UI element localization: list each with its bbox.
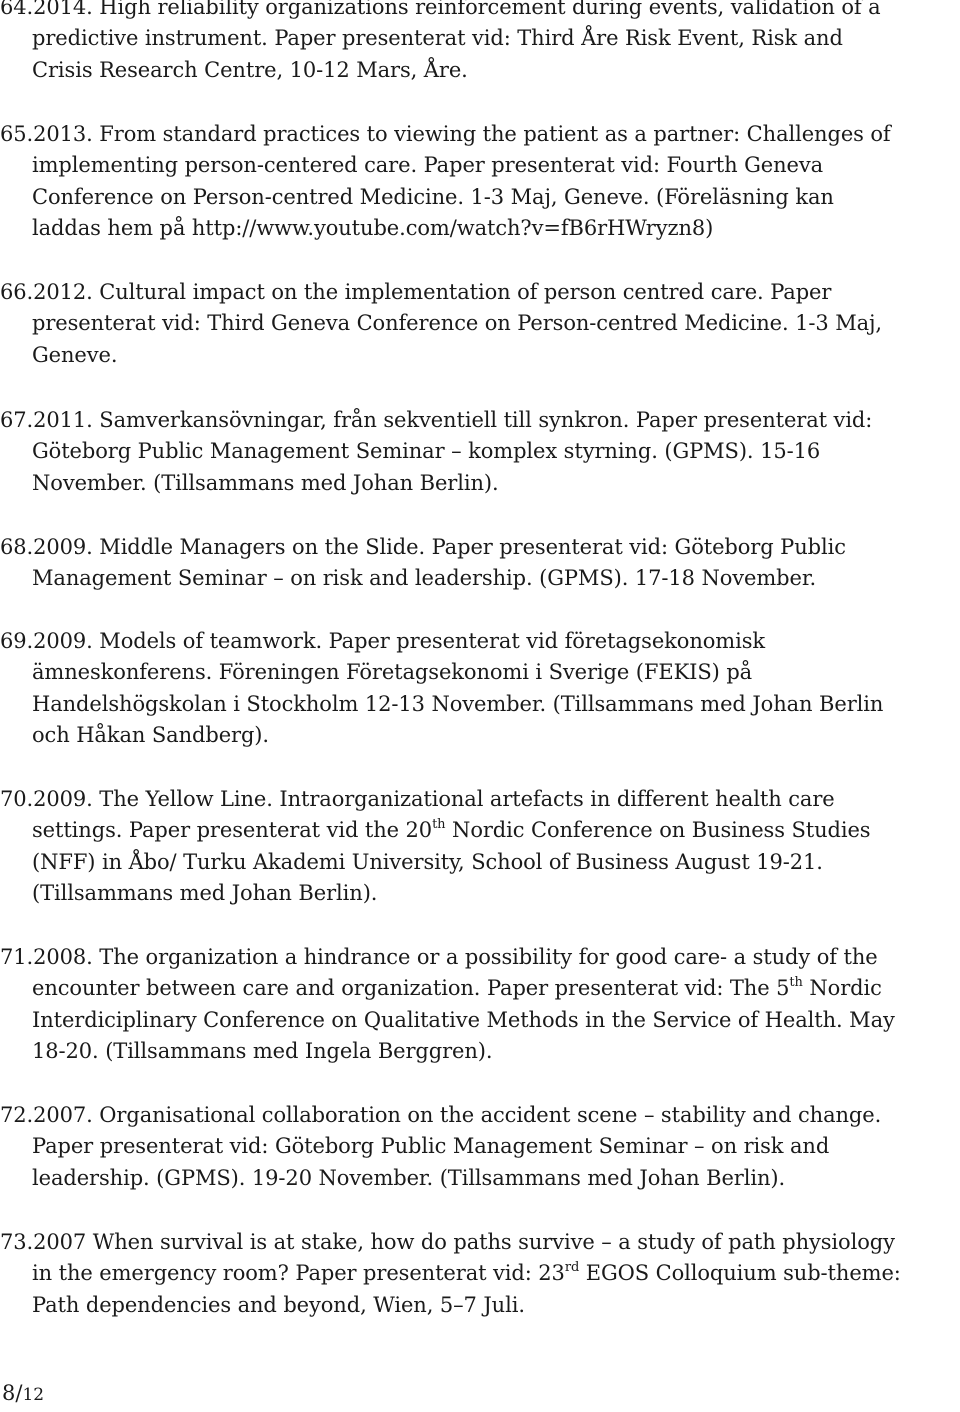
superscript: th [432,817,446,833]
entry-line: in the emergency room? Paper presenterat vid: 23rd EGOS Colloquium sub-theme: [32,1260,901,1286]
entry-line: 67.2011. Samverkansövningar, från sekventiell till synkron. Paper presenterat vid: [0,408,873,432]
entry-line: 18-20. (Tillsammans med Ingela Berggren). [32,1038,493,1063]
list-item [0,532,958,595]
list-item [0,1227,958,1321]
entry-line: presenterat vid: Third Geneva Conference on Person-centred Medicine. 1-3 Maj, [32,311,883,336]
entry-line: 73.2007 When survival is at stake, how do paths survive – a study of path physiology [0,1230,895,1254]
entry-line: November. (Tillsammans med Johan Berlin). [32,470,499,495]
entry-line: Conference on Person-centred Medicine. 1-3 Maj, Geneve. (Föreläsning kan [32,184,834,209]
list-item [0,942,958,1067]
entry-line: Path dependencies and beyond, Wien, 5–7 Juli. [32,1292,525,1317]
list-item [0,1100,958,1194]
list-item [0,405,958,499]
entry-line: Geneve. [32,342,118,367]
entry-line: Paper presenterat vid: Göteborg Public Management Seminar – on risk and [32,1134,830,1159]
entry-line: leadership. (GPMS). 19-20 November. (Tillsammans med Johan Berlin). [32,1165,786,1190]
entry-line: 66.2012. Cultural impact on the implementation of person centred care. Paper [0,280,832,304]
entry-line: Göteborg Public Management Seminar – komplex styrning. (GPMS). 15-16 [32,439,821,464]
entry-line: encounter between care and organization. Paper presenterat vid: The 5th Nordic [32,975,882,1001]
entry-line: 72.2007. Organisational collaboration on the accident scene – stability and change. [0,1103,882,1127]
entry-line: (NFF) in Åbo/ Turku Akademi University, School of Business August 19-21. [32,849,823,874]
list-item [0,277,958,371]
entry-line: implementing person-centered care. Paper presenterat vid: Fourth Geneva [32,153,824,178]
page-number [2,1381,44,1407]
list-item [0,0,958,86]
page-total: 12 [22,1385,45,1405]
entry-line: och Håkan Sandberg). [32,722,269,747]
entry-line: Management Seminar – on risk and leadership. (GPMS). 17-18 November. [32,566,817,591]
entry-line: predictive instrument. Paper presenterat vid: Third Åre Risk Event, Risk and [32,26,843,51]
entry-line: ämneskonferens. Föreningen Företagsekonomi i Sverige (FEKIS) på [32,660,753,685]
entry-line: settings. Paper presenterat vid the 20th Nordic Conference on Business Studies [32,817,871,843]
entry-line: laddas hem på http://www.youtube.com/watch?v=fB6rHWryzn8) [32,215,714,240]
entry-line: Crisis Research Centre, 10-12 Mars, Åre. [32,57,468,82]
entry-line: 69.2009. Models of teamwork. Paper presenterat vid företagsekonomisk [0,629,766,653]
list-item [0,626,958,751]
entry-line: 70.2009. The Yellow Line. Intraorganizational artefacts in different health care [0,787,835,811]
page-current: 8/ [2,1381,23,1405]
superscript: th [789,975,803,991]
entry-line: Handelshögskolan i Stockholm 12-13 November. (Tillsammans med Johan Berlin [32,691,884,716]
list-item [0,784,958,909]
entry-line: 71.2008. The organization a hindrance or a possibility for good care- a study of the [0,945,878,969]
entry-line: (Tillsammans med Johan Berlin). [32,880,378,905]
entry-line: 65.2013. From standard practices to viewing the patient as a partner: Challenges of [0,122,891,146]
entry-line: Interdiciplinary Conference on Qualitative Methods in the Service of Health. May [32,1007,895,1032]
entry-line: 68.2009. Middle Managers on the Slide. Paper presenterat vid: Göteborg Public [0,535,846,559]
entry-line: 64.2014. High reliability organizations reinforcement during events, validation of a [0,0,881,19]
list-item [0,119,958,244]
superscript: rd [564,1260,580,1276]
